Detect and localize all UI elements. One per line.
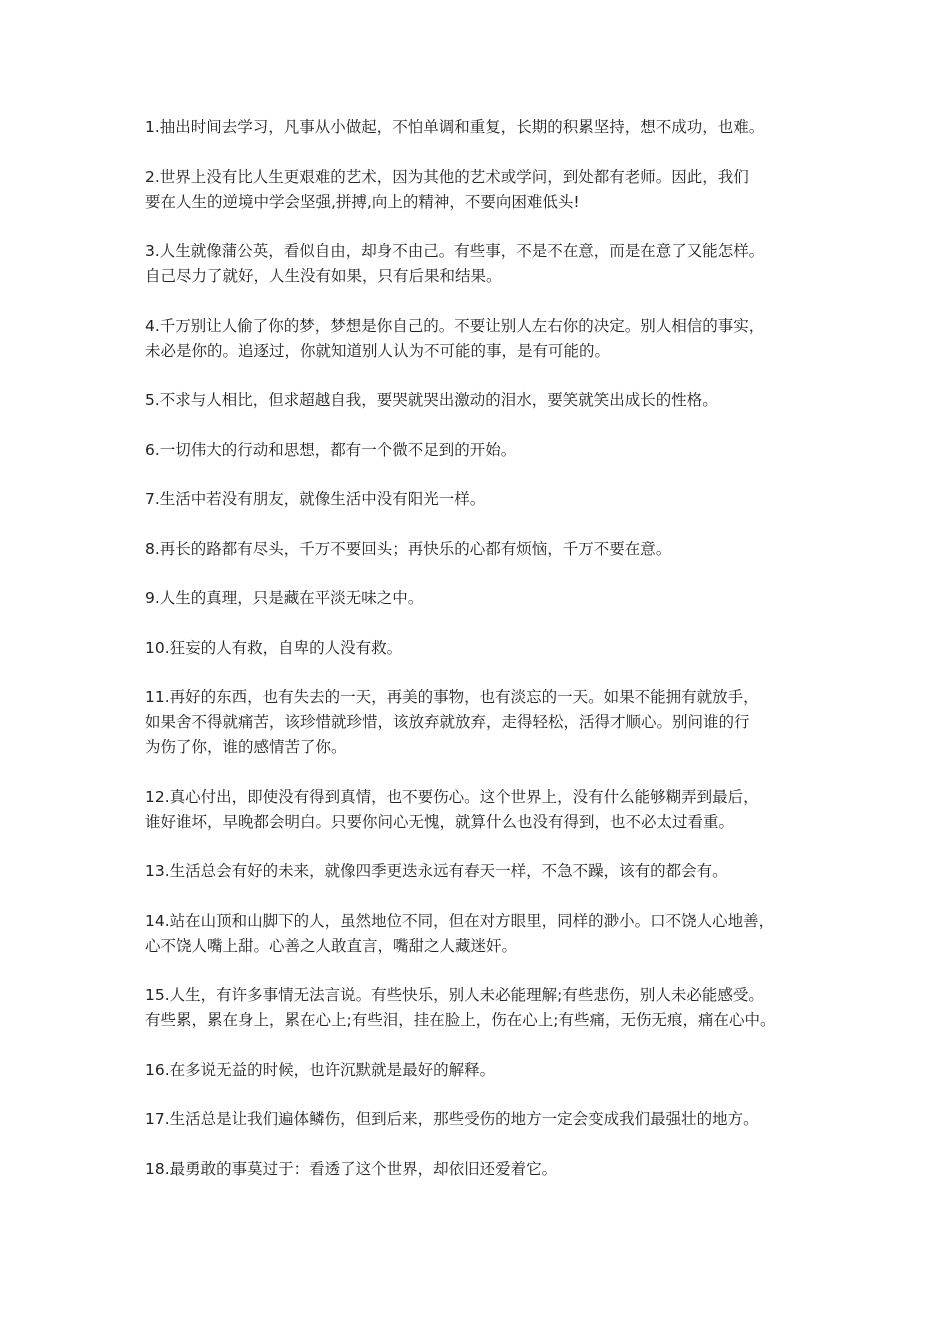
quote-paragraph-6: [145, 438, 825, 463]
quote-line: 8.再长的路都有尽头，千万不要回头；再快乐的心都有烦恼，千万不要在意。: [145, 539, 672, 558]
quote-line: 如果舍不得就痛苦，该珍惜就珍惜，该放弃就放弃，走得轻松，活得才顺心。别问谁的行: [145, 713, 750, 731]
quote-paragraph-18: [145, 1157, 825, 1182]
quote-paragraph-15: [145, 983, 825, 1033]
quote-line: 未必是你的。追逐过，你就知道别人认为不可能的事，是有可能的。: [145, 341, 611, 360]
quote-line: 14.站在山顶和山脚下的人，虽然地位不同，但在对方眼里，同样的渺小。口不饶人心地善，: [145, 911, 775, 930]
quote-line: 为伤了你，谁的感情苦了你。: [145, 738, 347, 756]
quote-line: 要在人生的逆境中学会坚强,拼搏,向上的精神，不要向困难低头!: [145, 192, 580, 211]
quote-paragraph-13: [145, 859, 825, 884]
quote-line: 9.人生的真理，只是藏在平淡无味之中。: [145, 589, 424, 607]
quote-line: 谁好谁坏，早晚都会明白。只要你问心无愧，就算什么也没有得到，也不必太过看重。: [145, 812, 735, 831]
quote-paragraph-2: [145, 165, 825, 215]
quote-line: 心不饶人嘴上甜。心善之人敢直言，嘴甜之人藏迷奸。: [145, 936, 518, 955]
quote-paragraph-5: [145, 388, 825, 413]
quote-line: 17.生活总是让我们遍体鳞伤，但到后来，那些受伤的地方一定会变成我们最强壮的地方。: [145, 1110, 759, 1128]
quote-paragraph-1: [145, 115, 825, 140]
quote-line: 7.生活中若没有朋友，就像生活中没有阳光一样。: [145, 490, 486, 508]
quote-line: 10.狂妄的人有救，自卑的人没有救。: [145, 638, 403, 657]
quote-line: 5.不求与人相比，但求超越自我，要哭就哭出激动的泪水，要笑就笑出成长的性格。: [145, 391, 718, 409]
quote-paragraph-14: [145, 909, 825, 959]
quote-paragraph-4: [145, 314, 825, 364]
quote-line: 6.一切伟大的行动和思想，都有一个微不足到的开始。: [145, 440, 517, 459]
quote-line: 自己尽力了就好，人生没有如果，只有后果和结果。: [145, 267, 502, 285]
quote-paragraph-9: [145, 586, 825, 611]
document-body: [145, 115, 825, 1206]
quote-line: 2.世界上没有比人生更艰难的艺术，因为其他的艺术或学问，到处都有老师。因此，我们: [145, 167, 749, 186]
quote-paragraph-17: [145, 1107, 825, 1132]
quote-line: 11.再好的东西，也有失去的一天，再美的事物，也有淡忘的一天。如果不能拥有就放手，: [145, 688, 759, 706]
quote-line: 16.在多说无益的时候，也许沉默就是最好的解释。: [145, 1060, 496, 1079]
quote-line: 有些累，累在身上，累在心上;有些泪，挂在脸上，伤在心上;有些痛，无伤无痕，痛在心中。: [145, 1011, 776, 1029]
quote-line: 12.真心付出，即使没有得到真情，也不要伤心。这个世界上，没有什么能够糊弄到最后，: [145, 787, 759, 806]
quote-line: 1.抽出时间去学习，凡事从小做起，不怕单调和重复，长期的积累坚持，想不成功，也难。: [145, 118, 765, 136]
quote-paragraph-7: [145, 487, 825, 512]
quote-paragraph-16: [145, 1058, 825, 1083]
quote-line: 15.人生，有许多事情无法言说。有些快乐，别人未必能理解;有些悲伤，别人未必能感受。: [145, 986, 764, 1004]
quote-paragraph-11: [145, 685, 825, 760]
quote-paragraph-3: [145, 239, 825, 289]
quote-line: 18.最勇敢的事莫过于：看透了这个世界，却依旧还爱着它。: [145, 1159, 558, 1178]
quote-paragraph-10: [145, 636, 825, 661]
quote-paragraph-12: [145, 785, 825, 835]
quote-paragraph-8: [145, 537, 825, 562]
quote-line: 4.千万别让人偷了你的梦，梦想是你自己的。不要让别人左右你的决定。别人相信的事实，: [145, 316, 765, 335]
quote-line: 3.人生就像蒲公英，看似自由，却身不由己。有些事，不是不在意，而是在意了又能怎样。: [145, 242, 765, 260]
quote-line: 13.生活总会有好的未来，就像四季更迭永远有春天一样，不急不躁，该有的都会有。: [145, 862, 728, 880]
